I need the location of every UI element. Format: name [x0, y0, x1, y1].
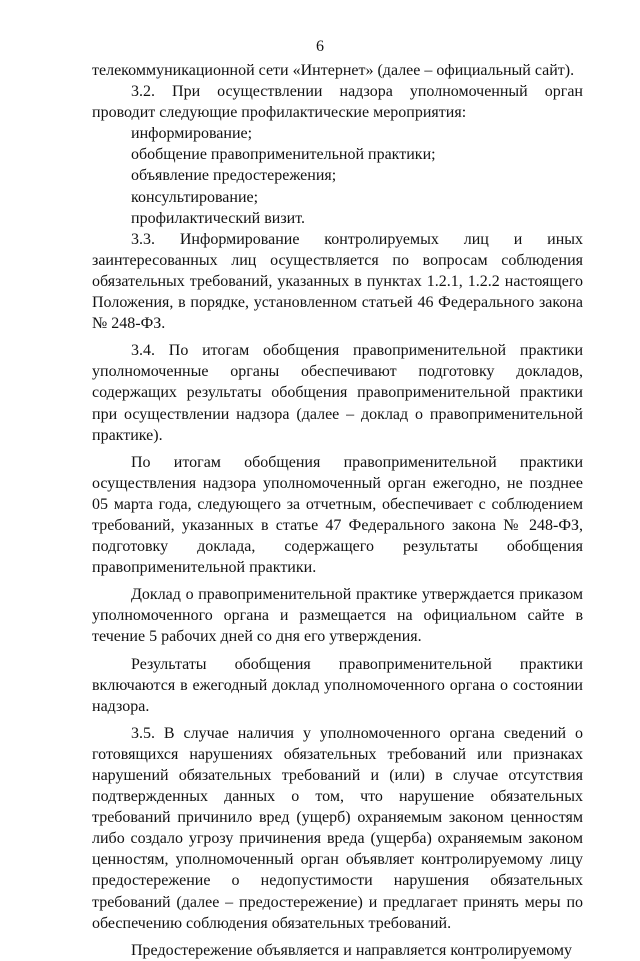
list-item-preventive-visit: профилактический визит.	[131, 209, 306, 227]
paragraph-3-5: 3.5. В случае наличия у уполномоченного органа сведений о готовящихся нарушениях обязательных требований или признаках нарушений обязательных требований и (или) в случае отсутствия подтвержденных данных о том, что нарушение обязательных требований причинило вред (ущерб) охраняемым законом ценностям либо создало угрозу причинения вреда (ущерба) охраняемым законом ценностям, уполномоченный орган объявляет контролируемому лицу предостережение о недопустимости нарушения обязательных требований (далее – предостережение) и предлагает принять меры по обеспечению соблюдения обязательных требований.	[92, 724, 583, 932]
list-item-informing: информирование;	[131, 125, 253, 143]
paragraph-3-2: 3.2. При осуществлении надзора уполномоченный орган проводит следующие профилактические мероприятия:	[92, 83, 583, 122]
list-item-generalization: обобщение правоприменительной практики;	[131, 146, 436, 164]
list-item-warning: объявление предостережения;	[131, 167, 337, 185]
paragraph-warning-sent: Предостережение объявляется и направляется контролируемому	[131, 941, 573, 959]
paragraph-report-approval: Доклад о правоприменительной практике утверждается приказом уполномоченного органа и размещается на официальном сайте в течение 5 рабочих дней со дня его утверждения.	[92, 586, 583, 646]
paragraph-results: Результаты обобщения правоприменительной практики включаются в ежегодный доклад уполномоченного органа о состоянии надзора.	[92, 655, 583, 715]
list-item-consulting: консультирование;	[131, 188, 259, 206]
paragraph-report-deadline: По итогам обобщения правоприменительной практики осуществления надзора уполномоченный орган ежегодно, не позднее 05 марта года, следующего за отчетным, обеспечивает с соблюдением требований, указанных в статье 47 Федерального закона № 248-ФЗ, подготовку доклада, содержащего результаты обобщения правоприменительной практики.	[92, 453, 583, 577]
document-body	[92, 60, 583, 961]
paragraph-3-4: 3.4. По итогам обобщения правоприменительной практики уполномоченные органы обеспечивают подготовку докладов, содержащих результаты обобщения правоприменительной практики при осуществлении надзора (далее – доклад о правоприменительной практике).	[92, 342, 583, 444]
page-number: 6	[316, 38, 324, 55]
paragraph-3-3: 3.3. Информирование контролируемых лиц и иных заинтересованных лиц осуществляется по вопросам соблюдения обязательных требований, указанных в пунктах 1.2.1, 1.2.2 настоящего Положения, в порядке, установленном статьей 46 Федерального закона № 248-ФЗ.	[92, 230, 583, 333]
paragraph-continuation: телекоммуникационной сети «Интернет» (далее – официальный сайт).	[92, 62, 575, 79]
